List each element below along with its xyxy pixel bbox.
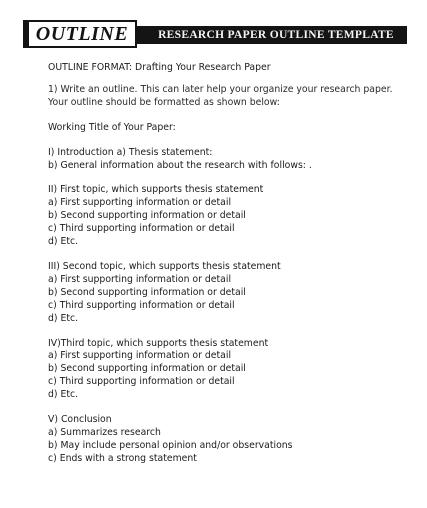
outline-section-first-topic [48, 184, 408, 249]
outline-line: a) Summarizes research [48, 426, 161, 438]
outline-line: c) Third supporting information or detail [48, 376, 235, 388]
outline-section-third-topic [48, 338, 408, 403]
format-title: OUTLINE FORMAT: Drafting Your Research Paper [48, 62, 271, 73]
outline-line: IV)Third topic, which supports thesis statement [48, 337, 269, 349]
outline-line: c) Third supporting information or detail [48, 223, 235, 235]
outline-line: d) Etc. [48, 312, 79, 324]
outline-line: a) First supporting information or detail [48, 350, 232, 362]
outline-line: b) Second supporting information or detail [48, 363, 246, 375]
outline-section-introduction [48, 147, 408, 173]
document-body [48, 62, 408, 466]
outline-line: II) First topic, which supports thesis statement [48, 184, 264, 196]
outline-line: d) Etc. [48, 236, 79, 248]
outline-section-second-topic [48, 261, 408, 326]
logo-text: OUTLINE [35, 23, 129, 45]
outline-line: III) Second topic, which supports thesis statement [48, 260, 281, 272]
working-title: Working Title of Your Paper: [48, 121, 176, 133]
header-banner [27, 20, 407, 48]
outline-line: I) Introduction a) Thesis statement: [48, 146, 213, 158]
intro-paragraph [48, 84, 408, 110]
intro-line: Your outline should be formatted as shown below: [48, 96, 280, 108]
outline-line: b) Second supporting information or detail [48, 210, 246, 222]
outline-line: b) Second supporting information or detail [48, 286, 246, 298]
outline-line: b) General information about the research with follows: . [48, 159, 312, 171]
outline-line: V) Conclusion [48, 414, 112, 426]
outline-line: a) First supporting information or detail [48, 197, 232, 209]
outline-line: c) Third supporting information or detail [48, 299, 235, 311]
intro-line: 1) Write an outline. This can later help your organize your research paper. [48, 83, 393, 95]
outline-section-conclusion [48, 414, 408, 466]
banner-title: RESEARCH PAPER OUTLINE TEMPLATE [158, 29, 394, 41]
outline-line: c) Ends with a strong statement [48, 452, 197, 464]
outline-line: b) May include personal opinion and/or observations [48, 439, 293, 451]
outline-line: d) Etc. [48, 389, 79, 401]
logo-box [27, 20, 137, 48]
outline-line: a) First supporting information or detail [48, 273, 232, 285]
